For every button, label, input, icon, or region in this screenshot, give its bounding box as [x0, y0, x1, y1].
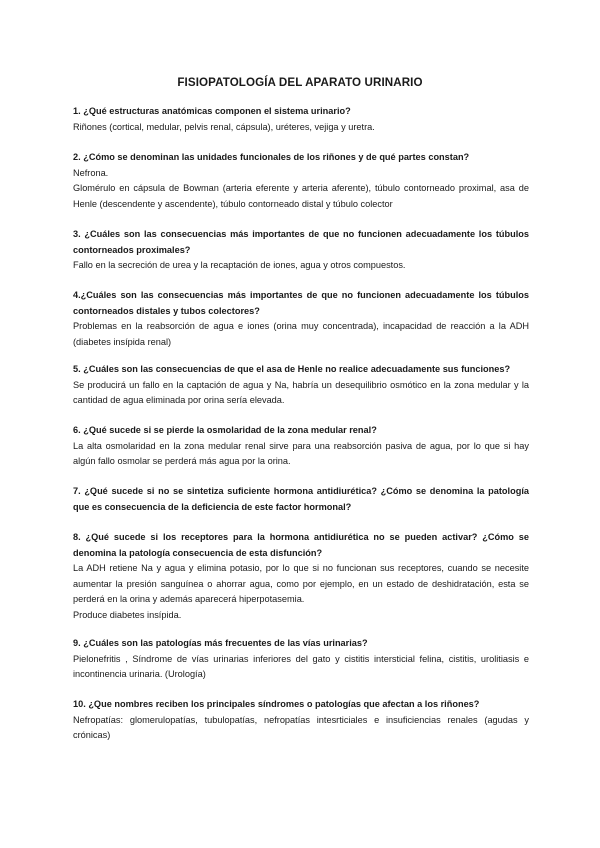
question-4: 4.¿Cuáles son las consecuencias más importantes de que no funcionen adecuadamente los túbulos contorneados distales y tubos colectores?: [73, 290, 529, 316]
question-9: 9. ¿Cuáles son las patologías más frecuentes de las vías urinarias?: [73, 638, 368, 648]
answer-8b: Produce diabetes insípida.: [73, 609, 182, 620]
answer-9: Pielonefritis , Síndrome de vías urinarias inferiores del gato y cistitis intersticial felina, cistitis, urolitiasis e incontinencia urinaria. (Urología): [73, 653, 529, 680]
answer-4: Problemas en la reabsorción de agua e iones (orina muy concentrada), incapacidad de reacción a la ADH (diabetes insípida renal): [73, 321, 529, 347]
question-1: 1. ¿Qué estructuras anatómicas componen el sistema urinario?: [73, 106, 351, 116]
answer-1: Riñones (cortical, medular, pelvis renal, cápsula), uréteres, vejiga y uretra.: [73, 121, 375, 132]
question-2: 2. ¿Cómo se denominan las unidades funcionales de los riñones y de qué partes constan?: [73, 152, 470, 162]
page-title: FISIOPATOLOGÍA DEL APARATO URINARIO: [177, 76, 423, 89]
question-5: 5. ¿Cuáles son las consecuencias de que el asa de Henle no realice adecuadamente sus funciones?: [73, 364, 511, 374]
answer-6: La alta osmolaridad en la zona medular renal sirve para una reabsorción pasiva de agua, por lo que si hay algún fallo osmolar se perderá más agua por la orina.: [73, 440, 529, 467]
answer-2a: Nefrona.: [73, 167, 109, 178]
qa-block-8: [73, 530, 529, 624]
qa-block-3: [73, 227, 529, 274]
question-7: 7. ¿Qué sucede si no se sintetiza suficiente hormona antidiurética? ¿Cómo se denomina la patología que es consecuencia de la deficiencia de este factor hormonal?: [73, 486, 529, 512]
qa-block-5: [73, 362, 529, 409]
question-3: 3. ¿Cuáles son las consecuencias más importantes de que no funcionen adecuadamente los túbulos contorneados proximales?: [73, 229, 529, 255]
answer-8a: La ADH retiene Na y agua y elimina potasio, por lo que si no funcionan sus receptores, cuando se necesite aumentar la presión sanguínea o ahorrar agua, como por ejemplo, en un estado de deshidratación, esta se perderá en la orina y además aparecerá hiperpotasemia.: [73, 563, 529, 605]
qa-block-1: [73, 104, 529, 135]
qa-block-9: [73, 636, 529, 683]
answer-3: Fallo en la secreción de urea y la recaptación de iones, agua y otros compuestos.: [73, 260, 406, 271]
question-6: 6. ¿Qué sucede si se pierde la osmolaridad de la zona medular renal?: [73, 425, 377, 435]
question-8: 8. ¿Qué sucede si los receptores para la hormona antidiurética no se pueden activar? ¿Cómo se denomina la patología consecuencia de esta disfunción?: [73, 532, 529, 558]
qa-block-7: [73, 484, 529, 515]
answer-10: Nefropatías: glomerulopatías, tubulopatías, nefropatías intesrticiales e insuficiencias renales (agudas y crónicas): [73, 714, 529, 741]
qa-block-10: [73, 697, 529, 744]
answer-2b: Glomérulo en cápsula de Bowman (arteria eferente y arteria aferente), túbulo contorneado proximal, asa de Henle (descendente y ascendente), túbulo contorneado distal y túbulo colector: [73, 183, 529, 209]
qa-block-2: [73, 150, 529, 212]
qa-block-4: [73, 288, 529, 350]
qa-block-6: [73, 423, 529, 470]
question-10: 10. ¿Que nombres reciben los principales síndromes o patologías que afectan a los riñones?: [73, 699, 480, 709]
answer-5: Se producirá un fallo en la captación de agua y Na, habría un desequilibrio osmótico en la zona medular y la cantidad de agua eliminada por orina sería elevada.: [73, 379, 529, 406]
